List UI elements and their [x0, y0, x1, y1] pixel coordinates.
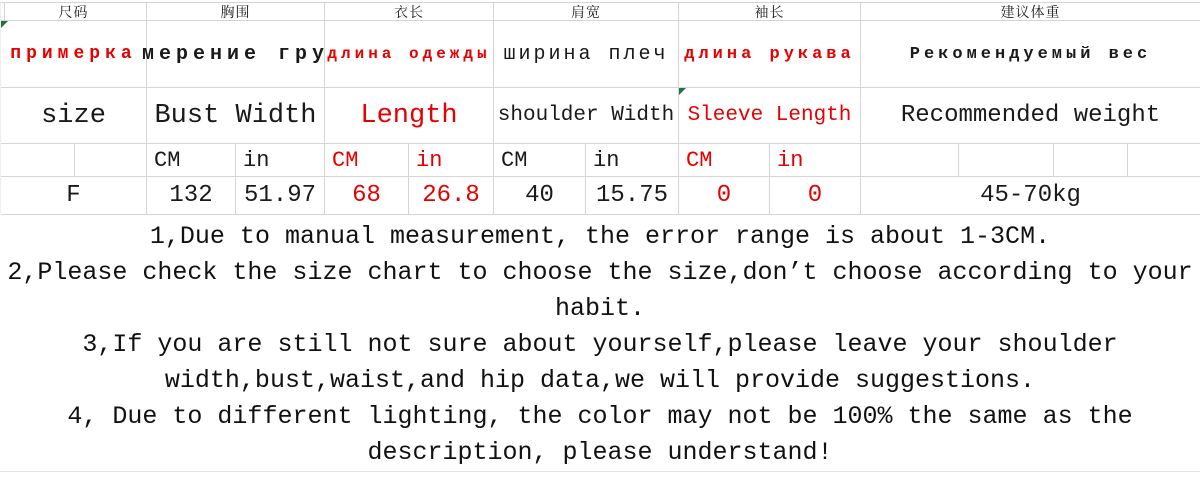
- header-cn-weight: 建议体重: [861, 3, 1200, 21]
- header-en-bust: Bust Width: [147, 88, 325, 144]
- unit-empty: [75, 144, 147, 177]
- header-ru-length: длина одежды: [325, 21, 494, 88]
- value-size: F: [1, 177, 147, 215]
- unit-empty: [1128, 144, 1200, 177]
- unit-shoulder-in: in: [586, 144, 679, 177]
- error-marker-icon: [1, 21, 8, 28]
- unit-shoulder-cm: CM: [494, 144, 586, 177]
- value-length-cm: 68: [325, 177, 409, 215]
- header-en-length: Length: [325, 88, 494, 144]
- unit-length-in: in: [409, 144, 494, 177]
- unit-length-cm: CM: [325, 144, 409, 177]
- value-sleeve-cm: 0: [679, 177, 770, 215]
- unit-bust-in: in: [236, 144, 325, 177]
- unit-empty: [861, 144, 959, 177]
- header-cn-bust: 胸围: [147, 3, 325, 21]
- note-line: 4, Due to different lighting, the color may not be 100% the same as the: [67, 402, 1133, 431]
- header-en-size: size: [1, 88, 147, 144]
- header-cn-shoulder: 肩宽: [494, 3, 679, 21]
- header-ru-bust: мерение гру: [147, 21, 325, 88]
- value-bust-cm: 132: [147, 177, 236, 215]
- value-length-in: 26.8: [409, 177, 494, 215]
- note-line: 3,If you are still not sure about yourself,please leave your shoulder: [82, 330, 1118, 359]
- notes-block: [0, 214, 1200, 472]
- note-line: width,bust,waist,and hip data,we will provide suggestions.: [164, 366, 1036, 395]
- header-en-weight: Recommended weight: [861, 88, 1200, 144]
- unit-sleeve-in: in: [770, 144, 861, 177]
- unit-empty: [959, 144, 1054, 177]
- unit-sleeve-cm: CM: [679, 144, 770, 177]
- note-line: habit.: [554, 294, 645, 323]
- header-ru-sleeve: длина рукава: [679, 21, 861, 88]
- value-shoulder-cm: 40: [494, 177, 586, 215]
- header-cn-length: 衣长: [325, 3, 494, 21]
- unit-bust-cm: CM: [147, 144, 236, 177]
- error-marker-icon: [679, 88, 686, 95]
- header-en-sleeve: Sleeve Length: [679, 88, 861, 144]
- unit-empty: [1, 144, 75, 177]
- note-line: description, please understand!: [367, 438, 833, 467]
- note-line: 2,Please check the size chart to choose the size,don’t choose according to your: [7, 258, 1193, 287]
- header-en-shoulder: shoulder Width: [494, 88, 679, 144]
- header-cn-size: 尺码: [1, 3, 147, 21]
- value-sleeve-in: 0: [770, 177, 861, 215]
- size-table: [0, 2, 1200, 215]
- value-bust-in: 51.97: [236, 177, 325, 215]
- unit-empty: [1054, 144, 1128, 177]
- header-ru-size: примерка: [1, 21, 147, 88]
- value-shoulder-in: 15.75: [586, 177, 679, 215]
- note-line: 1,Due to manual measurement, the error range is about 1-3CM.: [149, 222, 1051, 251]
- header-ru-weight: Рекомендуемый вес: [861, 21, 1200, 88]
- header-cn-sleeve: 袖长: [679, 3, 861, 21]
- header-ru-shoulder: ширина плеч: [494, 21, 679, 88]
- value-weight: 45-70kg: [861, 177, 1200, 215]
